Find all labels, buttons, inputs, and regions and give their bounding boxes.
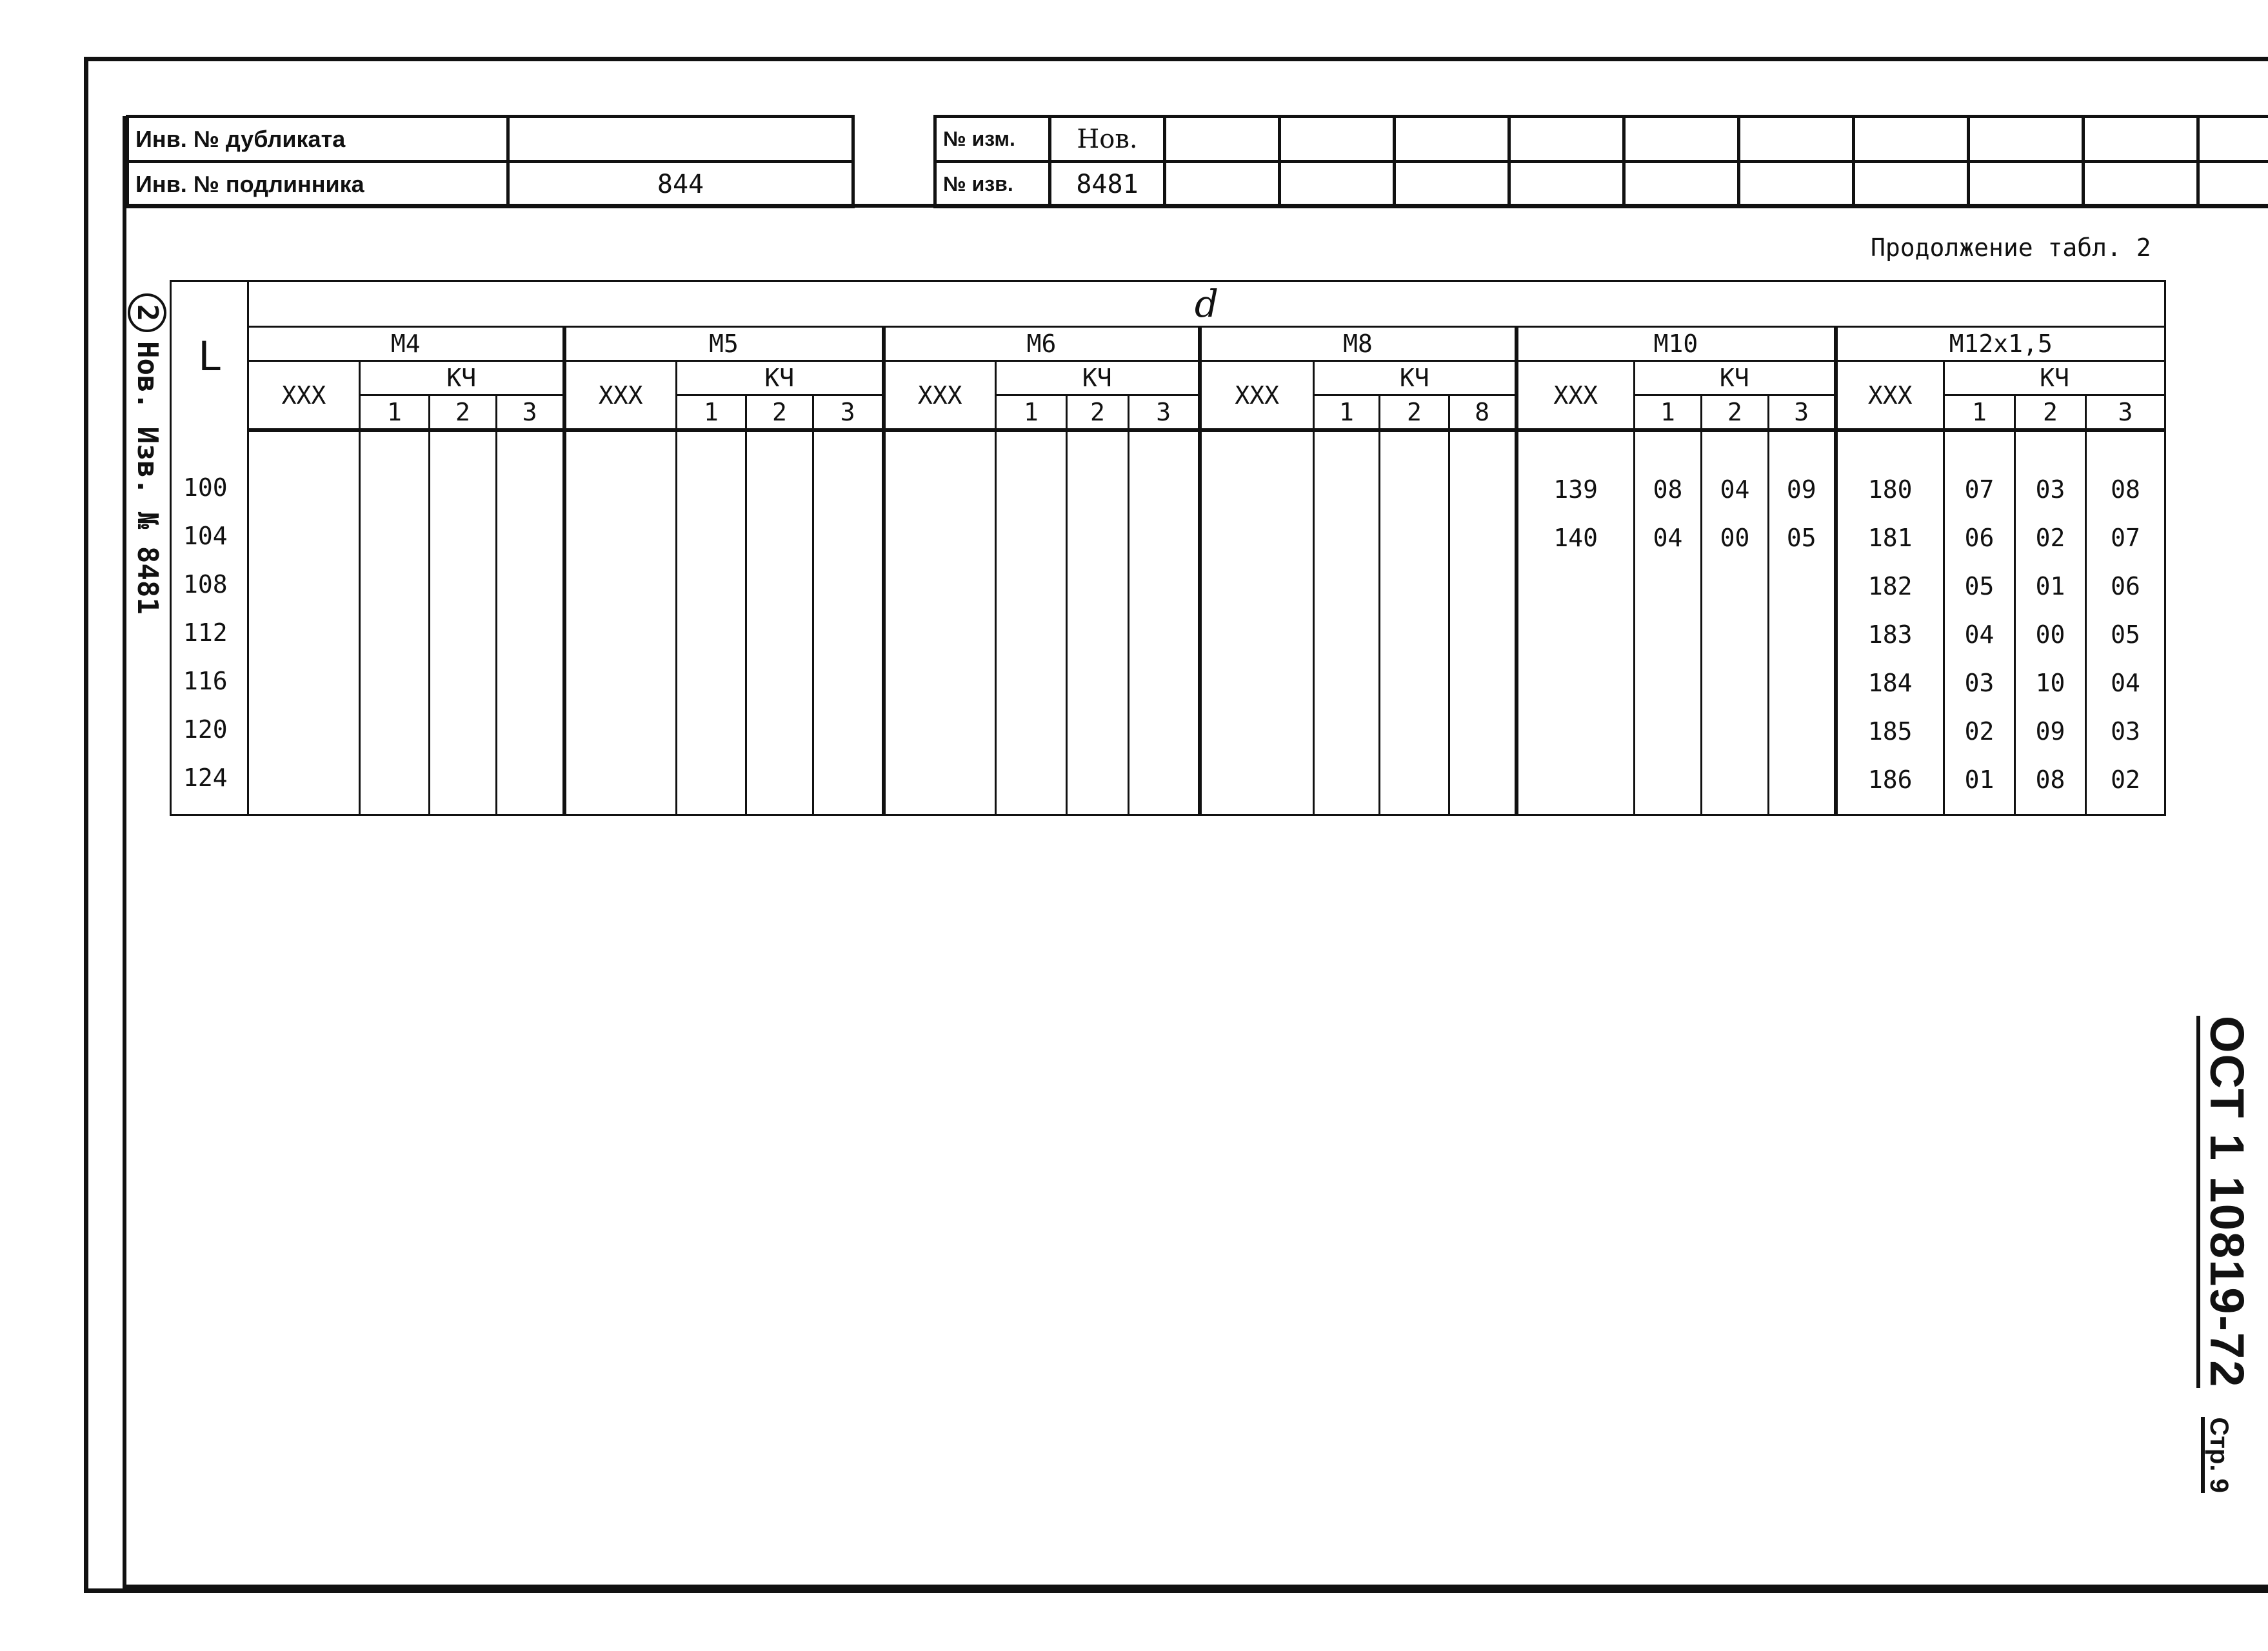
- empty-cell: [1739, 162, 1854, 207]
- kch-col-3: 8: [1449, 395, 1517, 431]
- page-label: Стр. 9: [2201, 1417, 2233, 1492]
- m12-k2-column: [2015, 430, 2086, 815]
- original-inventory-value: 844: [508, 162, 853, 207]
- xxx-header-m10: XXX: [1517, 361, 1635, 431]
- empty-cell: [1067, 430, 1129, 815]
- cell-value: 04: [2111, 669, 2140, 697]
- group-header-m5: M5: [564, 327, 884, 361]
- empty-cell: [1280, 117, 1395, 162]
- change-number-value: Нов.: [1050, 117, 1165, 162]
- kch-header-m12: КЧ: [1944, 361, 2165, 395]
- empty-cell: [1280, 162, 1395, 207]
- group-header-m10: M10: [1517, 327, 1836, 361]
- empty-cell: [1380, 430, 1449, 815]
- cell-value: 183: [1867, 620, 1913, 649]
- cell-value: 01: [2035, 572, 2065, 600]
- inner-frame-bottom-line: [123, 1585, 2268, 1588]
- xxx-header-m6: XXX: [884, 361, 996, 431]
- cell-value: 08: [2111, 475, 2140, 504]
- kch-col-3: 3: [813, 395, 884, 431]
- l-value: 112: [183, 618, 228, 647]
- kch-header-m10: КЧ: [1635, 361, 1836, 395]
- group-header-m8: M8: [1200, 327, 1517, 361]
- cell-value: 02: [2035, 524, 2065, 552]
- cell-value: 05: [2111, 620, 2140, 649]
- header-d: d: [248, 281, 2165, 327]
- m12-k1-column: [1944, 430, 2015, 815]
- m12-k1-values: [1945, 466, 2014, 804]
- kch-col-2: 2: [2015, 395, 2086, 431]
- cell-value: 00: [2035, 620, 2065, 649]
- kch-col-2: 2: [746, 395, 813, 431]
- empty-cell: [248, 430, 360, 815]
- empty-cell: [430, 430, 497, 815]
- empty-cell: [1509, 117, 1624, 162]
- cell-value: 186: [1867, 766, 1913, 794]
- xxx-header-m8: XXX: [1200, 361, 1314, 431]
- cell-value: 08: [1653, 475, 1683, 504]
- inner-frame-left-line: [123, 116, 126, 1587]
- kch-header-m8: КЧ: [1314, 361, 1517, 395]
- empty-cell: [1165, 162, 1280, 207]
- kch-header-m4: КЧ: [360, 361, 564, 395]
- kch-col-1: 1: [360, 395, 430, 431]
- cell-value: 09: [1786, 475, 1816, 504]
- cell-value: 04: [1653, 524, 1683, 552]
- group-header-m12: M12x1,5: [1836, 327, 2165, 361]
- cell-value: 02: [2111, 766, 2140, 794]
- xxx-header-m12: XXX: [1836, 361, 1944, 431]
- empty-cell: [2084, 117, 2198, 162]
- m12-xxx-column: [1836, 430, 1944, 815]
- kch-col-2: 2: [1067, 395, 1129, 431]
- cell-value: 04: [1720, 475, 1750, 504]
- l-value: 116: [183, 667, 228, 695]
- cell-value: 01: [1964, 766, 1994, 794]
- empty-cell: [2084, 162, 2198, 207]
- l-value: 104: [183, 522, 228, 550]
- m12-xxx-values: [1838, 466, 1944, 804]
- original-inventory-label: Инв. № подлинника: [128, 162, 508, 207]
- l-value: 124: [183, 764, 228, 792]
- empty-cell: [2198, 162, 2268, 207]
- m10-k3-values: [1769, 466, 1834, 562]
- kch-col-3: 3: [497, 395, 564, 431]
- cell-value: 00: [1720, 524, 1750, 552]
- m10-k2-values: [1702, 466, 1767, 562]
- cell-value: 10: [2035, 669, 2065, 697]
- m10-k1-values: [1635, 466, 1700, 562]
- empty-cell: [746, 430, 813, 815]
- document-code: ОСТ 1 10819-72: [2196, 1016, 2254, 1388]
- cell-value: 08: [2035, 766, 2065, 794]
- group-header-m6: M6: [884, 327, 1200, 361]
- empty-cell: [1624, 117, 1739, 162]
- kch-col-2: 2: [430, 395, 497, 431]
- m12-k2-values: [2016, 466, 2085, 804]
- empty-cell: [2198, 117, 2268, 162]
- empty-cell: [1739, 117, 1854, 162]
- empty-cell: [1449, 430, 1517, 815]
- xxx-header-m4: XXX: [248, 361, 360, 431]
- empty-cell: [1509, 162, 1624, 207]
- revision-circle: 2: [128, 293, 166, 332]
- kch-col-2: 2: [1380, 395, 1449, 431]
- empty-cell: [677, 430, 746, 815]
- frame-left-line: [84, 57, 88, 1593]
- kch-col-3: 3: [1129, 395, 1200, 431]
- kch-header-m5: КЧ: [677, 361, 884, 395]
- table-caption: Продолжение табл. 2: [1871, 233, 2151, 262]
- cell-value: 09: [2035, 717, 2065, 746]
- empty-cell: [564, 430, 677, 815]
- empty-cell: [1314, 430, 1380, 815]
- m10-k3-column: [1769, 430, 1836, 815]
- header-L: L: [171, 281, 248, 431]
- kch-header-m6: КЧ: [996, 361, 1200, 395]
- empty-cell: [1200, 430, 1314, 815]
- kch-col-1: 1: [677, 395, 746, 431]
- kch-col-3: 3: [1769, 395, 1836, 431]
- duplicate-inventory-value: [508, 117, 853, 162]
- frame-bottom-line: [84, 1588, 2268, 1593]
- empty-cell: [1395, 117, 1509, 162]
- cell-value: 184: [1867, 669, 1913, 697]
- kch-col-1: 1: [1944, 395, 2015, 431]
- duplicate-inventory-label: Инв. № дубликата: [128, 117, 508, 162]
- registration-table-right: [933, 115, 2268, 208]
- cell-value: 03: [2035, 475, 2065, 504]
- change-number-label: № изм.: [935, 117, 1050, 162]
- empty-cell: [1969, 162, 2084, 207]
- empty-cell: [996, 430, 1067, 815]
- l-value: 108: [183, 570, 228, 598]
- empty-cell: [360, 430, 430, 815]
- cell-value: 03: [1964, 669, 1994, 697]
- l-values-column: [171, 430, 248, 815]
- cell-value: 06: [2111, 572, 2140, 600]
- empty-cell: [497, 430, 564, 815]
- cell-value: 181: [1867, 524, 1913, 552]
- cell-value: 06: [1964, 524, 1994, 552]
- empty-cell: [1624, 162, 1739, 207]
- l-value: 100: [183, 473, 228, 502]
- group-header-m4: M4: [248, 327, 564, 361]
- cell-value: 05: [1964, 572, 1994, 600]
- m10-k1-column: [1635, 430, 1702, 815]
- l-values: [172, 464, 247, 802]
- notice-number-value: 8481: [1050, 162, 1165, 207]
- m10-k2-column: [1702, 430, 1769, 815]
- m10-xxx-values: [1518, 466, 1634, 562]
- side-revision-note: [128, 293, 166, 615]
- empty-cell: [813, 430, 884, 815]
- xxx-header-m5: XXX: [564, 361, 677, 431]
- kch-col-3: 3: [2086, 395, 2165, 431]
- cell-value: 04: [1964, 620, 1994, 649]
- document-code-block: [2200, 1016, 2254, 1493]
- m12-k3-column: [2086, 430, 2165, 815]
- cell-value: 185: [1867, 717, 1913, 746]
- fastener-data-table: [170, 280, 2166, 816]
- cell-value: 140: [1553, 524, 1598, 552]
- empty-cell: [1165, 117, 1280, 162]
- cell-value: 139: [1553, 475, 1598, 504]
- kch-col-1: 1: [1314, 395, 1380, 431]
- empty-cell: [1395, 162, 1509, 207]
- kch-col-2: 2: [1702, 395, 1769, 431]
- cell-value: 03: [2111, 717, 2140, 746]
- cell-value: 180: [1867, 475, 1913, 504]
- empty-cell: [884, 430, 996, 815]
- cell-value: 02: [1964, 717, 1994, 746]
- empty-cell: [1854, 162, 1969, 207]
- cell-value: 07: [1964, 475, 1994, 504]
- empty-cell: [1854, 117, 1969, 162]
- frame-top-line: [84, 57, 2268, 61]
- cell-value: 07: [2111, 524, 2140, 552]
- cell-value: 182: [1867, 572, 1913, 600]
- notice-number-label: № изв.: [935, 162, 1050, 207]
- m12-k3-values: [2087, 466, 2164, 804]
- empty-cell: [1129, 430, 1200, 815]
- registration-table-left: [126, 115, 855, 208]
- m10-xxx-column: [1517, 430, 1635, 815]
- kch-col-1: 1: [996, 395, 1067, 431]
- cell-value: 05: [1786, 524, 1816, 552]
- empty-cell: [1969, 117, 2084, 162]
- revision-text: Нов. Изв. № 8481: [131, 341, 164, 615]
- l-value: 120: [183, 715, 228, 744]
- kch-col-1: 1: [1635, 395, 1702, 431]
